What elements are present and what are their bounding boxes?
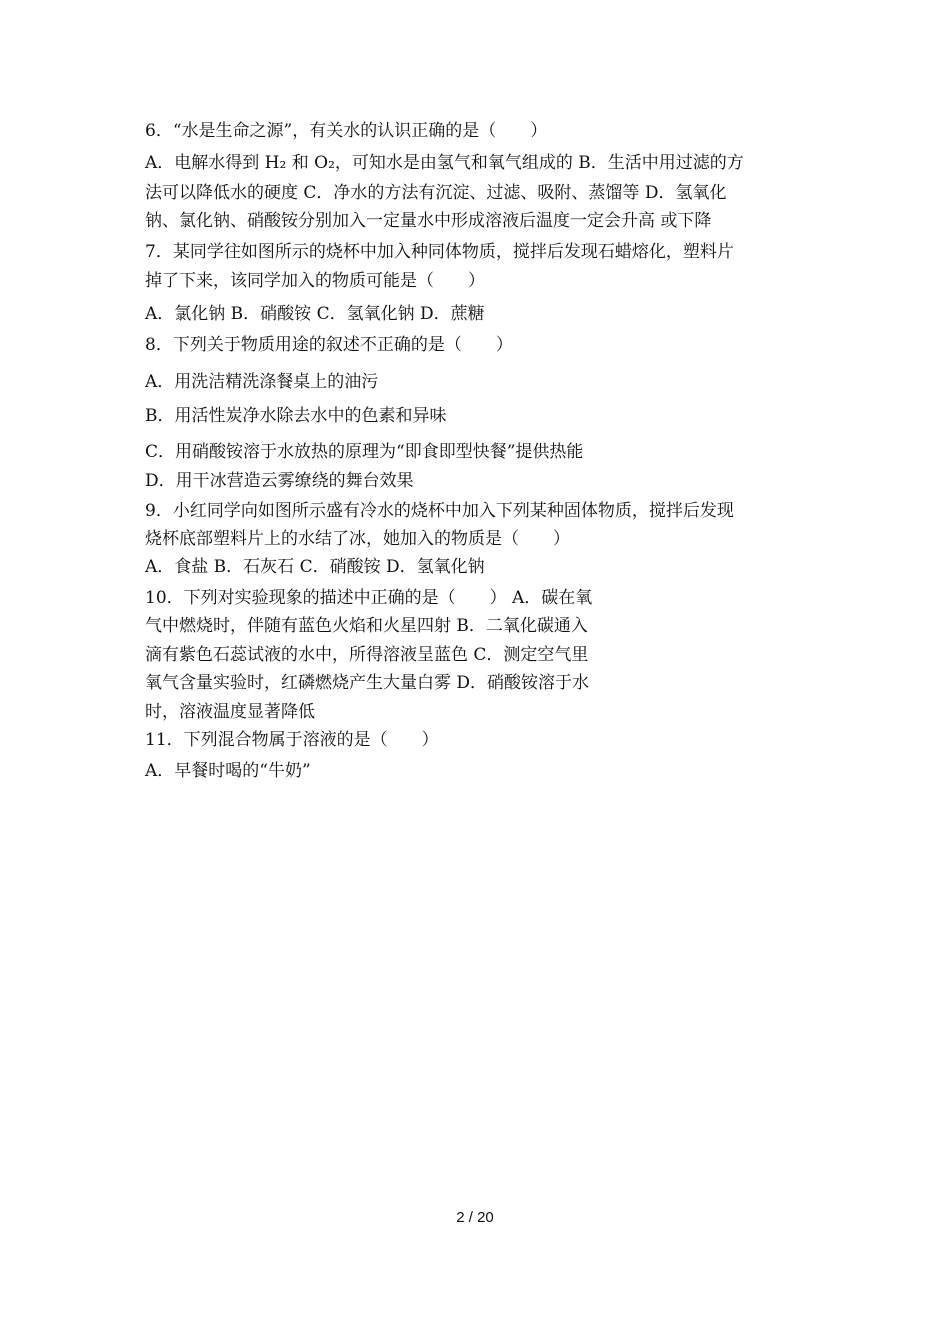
- question-11-option-a: A．早餐时喝的“牛奶”: [145, 761, 311, 781]
- question-10-line-3: 滴有紫色石蕊试液的水中，所得溶液呈蓝色 C．测定空气里: [145, 645, 589, 665]
- question-8-option-b: B．用活性炭净水除去水中的色素和异味: [145, 406, 447, 426]
- question-6-stem: 6．“水是生命之源”，有关水的认识正确的是（ ）: [145, 121, 548, 141]
- question-7-stem-line-1: 7．某同学往如图所示的烧杯中加入种同体物质，搅拌后发现石蜡熔化，塑料片: [145, 242, 734, 262]
- question-10-line-4: 氧气含量实验时，红磷燃烧产生大量白雾 D．硝酸铵溶于水: [145, 673, 590, 693]
- question-9-stem-line-2: 烧杯底部塑料片上的水结了冰，她加入的物质是（ ）: [145, 529, 570, 549]
- question-8-option-c: C．用硝酸铵溶于水放热的原理为“即食即型快餐”提供热能: [145, 442, 584, 462]
- page-number: 2 / 20: [456, 1209, 494, 1226]
- question-10-line-2: 气中燃烧时，伴随有蓝色火焰和火星四射 B．二氧化碳通入: [145, 616, 588, 636]
- question-8-option-a: A．用洗洁精洗涤餐桌上的油污: [145, 372, 379, 392]
- question-7-options: A．氯化钠 B．硝酸铵 C．氢氧化钠 D．蔗糖: [145, 304, 485, 324]
- question-6-options-line-3: 钠、氯化钠、硝酸铵分别加入一定量水中形成溶液后温度一定会升高 或下降: [145, 211, 712, 231]
- question-11-stem: 11．下列混合物属于溶液的是（ ）: [145, 730, 439, 750]
- question-10-line-5: 时，溶液温度显著降低: [145, 702, 315, 722]
- question-6-options-line-2: 法可以降低水的硬度 C．净水的方法有沉淀、过滤、吸附、蒸馏等 D．氢氧化: [145, 183, 727, 203]
- question-6-options-line-1: A．电解水得到 H₂ 和 O₂，可知水是由氢气和氧气组成的 B．生活中用过滤的方: [145, 153, 744, 173]
- question-9-stem-line-1: 9．小红同学向如图所示盛有冷水的烧杯中加入下列某种固体物质，搅拌后发现: [145, 501, 734, 521]
- question-8-option-d: D．用干冰营造云雾缭绕的舞台效果: [145, 471, 414, 491]
- question-7-stem-line-2: 掉了下来，该同学加入的物质可能是（ ）: [145, 271, 485, 291]
- question-8-stem: 8．下列关于物质用途的叙述不正确的是（ ）: [145, 335, 513, 355]
- question-9-options: A．食盐 B．石灰石 C．硝酸铵 D．氢氧化钠: [145, 557, 485, 577]
- question-10-line-1: 10．下列对实验现象的描述中正确的是（ ） A．碳在氧: [145, 588, 593, 608]
